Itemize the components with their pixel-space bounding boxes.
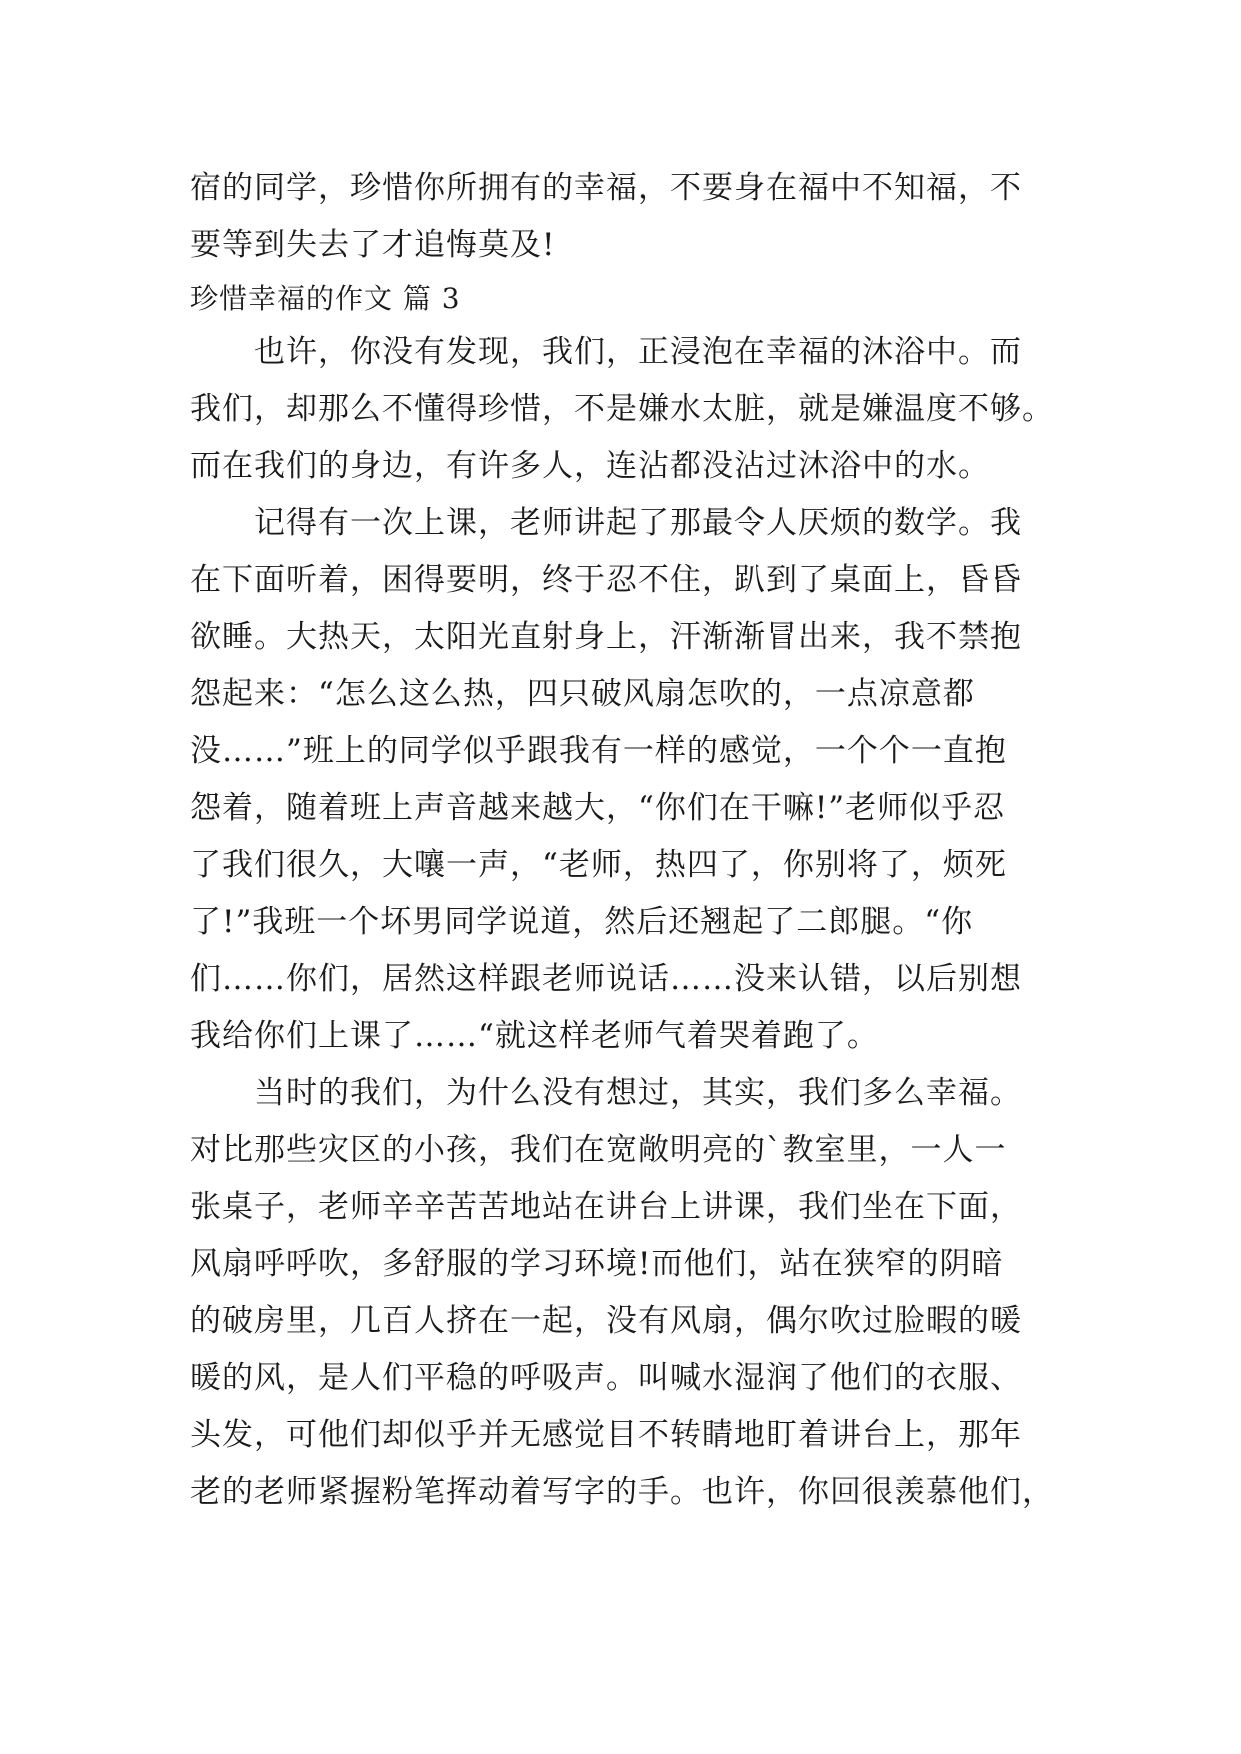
paragraph-3	[190, 1065, 1070, 1521]
text-line: 了我们很久，大嚷一声，“老师，热四了，你别将了，烦死	[190, 847, 1007, 883]
text-line: 风扇呼呼吹，多舒服的学习环境!而他们，站在狭窄的阴暗	[190, 1246, 1004, 1282]
document-body	[190, 160, 1070, 1521]
paragraph-1	[190, 324, 1070, 495]
text-line: 怨着，随着班上声音越来越大，“你们在干嘛!”老师似乎忍	[190, 790, 1006, 826]
text-line: 要等到失去了才追悔莫及!	[190, 227, 556, 263]
text-line: 记得有一次上课，老师讲起了那最令人厌烦的数学。我	[254, 505, 1022, 541]
text-line: 宿的同学，珍惜你所拥有的幸福，不要身在福中不知福，不	[190, 170, 1022, 206]
text-line: 对比那些灾区的小孩，我们在宽敞明亮的`教室里，一人一	[190, 1132, 1007, 1168]
text-line: 暖的风，是人们平稳的呼吸声。叫喊水湿润了他们的衣服、	[190, 1360, 1022, 1396]
text-line: 我们，却那么不懂得珍惜，不是嫌水太脏，就是嫌温度不够。	[190, 391, 1054, 427]
text-line: 们……你们，居然这样跟老师说话……没来认错，以后别想	[190, 961, 1022, 997]
text-line: 了!”我班一个坏男同学说道，然后还翘起了二郎腿。“你	[190, 904, 974, 940]
text-line: 怨起来：“怎么这么热，四只破风扇怎吹的，一点凉意都	[190, 676, 975, 712]
text-line: 当时的我们，为什么没有想过，其实，我们多么幸福。	[254, 1075, 1022, 1111]
text-line: 没……”班上的同学似乎跟我有一样的感觉，一个个一直抱	[190, 733, 1007, 769]
text-line: 在下面听着，困得要明，终于忍不住，趴到了桌面上，昏昏	[190, 562, 1022, 598]
text-line: 张桌子，老师辛辛苦苦地站在讲台上讲课，我们坐在下面，	[190, 1189, 1022, 1225]
text-line: 老的老师紧握粉笔挥动着写字的手。也许，你回很羡慕他们，	[190, 1474, 1054, 1510]
paragraph-2	[190, 495, 1070, 1065]
text-line: 欲睡。大热天，太阳光直射身上，汗渐渐冒出来，我不禁抱	[190, 619, 1022, 655]
continuation-paragraph	[190, 160, 1070, 274]
text-line: 而在我们的身边，有许多人，连沾都没沾过沐浴中的水。	[190, 448, 990, 484]
section-title: 珍惜幸福的作文 篇 3	[190, 282, 461, 315]
text-line: 头发，可他们却似乎并无感觉目不转睛地盯着讲台上，那年	[190, 1417, 1022, 1453]
text-line: 我给你们上课了……“就这样老师气着哭着跑了。	[190, 1018, 879, 1054]
text-line: 也许，你没有发现，我们，正浸泡在幸福的沐浴中。而	[254, 334, 1022, 370]
text-line: 的破房里，几百人挤在一起，没有风扇，偶尔吹过脸暇的暖	[190, 1303, 1022, 1339]
